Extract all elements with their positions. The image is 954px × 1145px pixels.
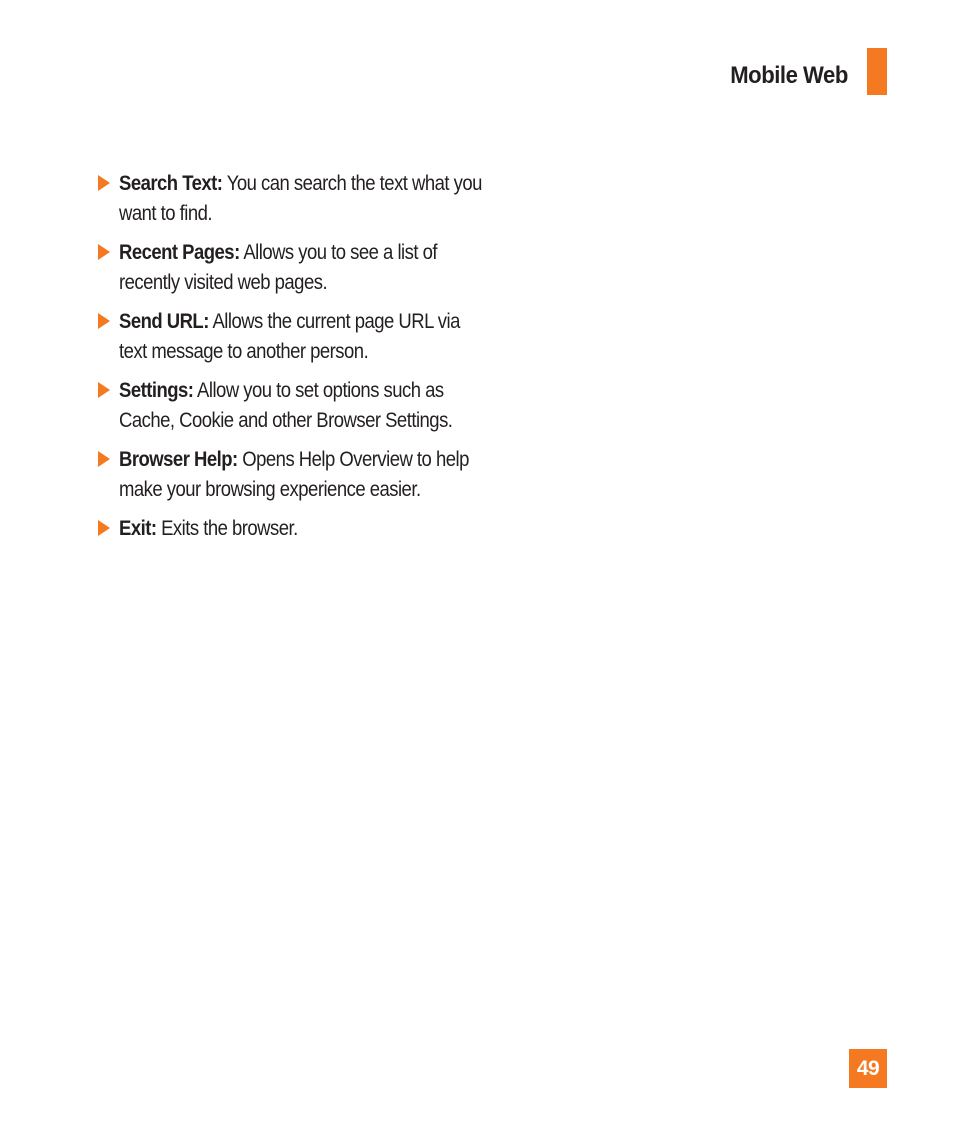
triangle-bullet-icon xyxy=(98,313,110,329)
page-number: 49 xyxy=(849,1049,887,1088)
item-description: Exits the browser. xyxy=(161,516,298,540)
list-item-recent-pages xyxy=(96,237,486,297)
list-item-settings xyxy=(96,375,486,435)
item-term: Recent Pages: xyxy=(119,240,240,264)
item-description: Allow you to set options such as Cache, Cookie and other Browser Settings. xyxy=(119,378,453,432)
item-term: Exit: xyxy=(119,516,157,540)
list-item-browser-help xyxy=(96,444,486,504)
item-description: Opens Help Overview to help make your browsing experience easier. xyxy=(119,447,469,501)
item-description: Allows the current page URL via text message to another person. xyxy=(119,309,460,363)
item-description: Allows you to see a list of recently visited web pages. xyxy=(119,240,437,294)
triangle-bullet-icon xyxy=(98,520,110,536)
section-tab-marker xyxy=(867,48,887,95)
item-term: Settings: xyxy=(119,378,194,402)
list-item-exit xyxy=(96,513,486,543)
feature-list xyxy=(96,168,486,552)
list-item-send-url xyxy=(96,306,486,366)
item-term: Search Text: xyxy=(119,171,223,195)
triangle-bullet-icon xyxy=(98,244,110,260)
item-term: Send URL: xyxy=(119,309,209,333)
item-term: Browser Help: xyxy=(119,447,238,471)
triangle-bullet-icon xyxy=(98,382,110,398)
item-description: You can search the text what you want to find. xyxy=(119,171,482,225)
triangle-bullet-icon xyxy=(98,175,110,191)
section-title: Mobile Web xyxy=(730,62,848,89)
list-item-search-text xyxy=(96,168,486,228)
triangle-bullet-icon xyxy=(98,451,110,467)
